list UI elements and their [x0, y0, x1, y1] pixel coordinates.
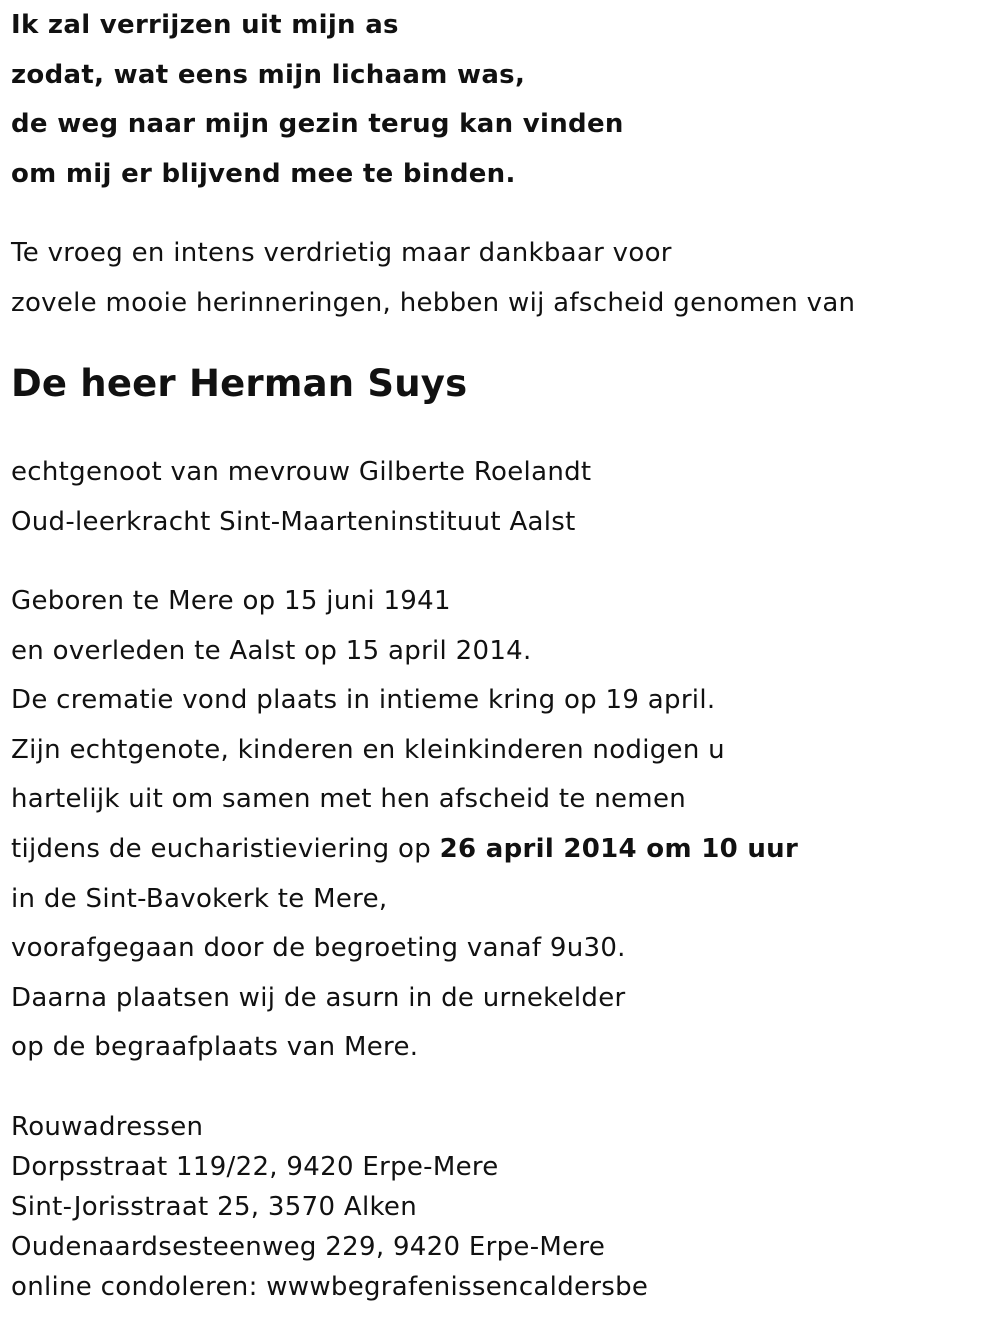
death-line: en overleden te Aalst op 15 april 2014.	[11, 636, 532, 666]
poem-line-3: de weg naar mijn gezin terug kan vinden	[11, 109, 624, 139]
address-line-2: Sint-Jorisstraat 25, 3570 Alken	[11, 1192, 417, 1222]
addresses-heading: Rouwadressen	[11, 1112, 204, 1142]
poem-line-4: om mij er blijvend mee te binden.	[11, 159, 516, 189]
urn-line-2: op de begraafplaats van Mere.	[11, 1032, 419, 1062]
occupation-line: Oud-leerkracht Sint-Maarteninstituut Aalst	[11, 507, 576, 537]
greeting-line: voorafgegaan door de begroeting vanaf 9u30.	[11, 933, 626, 963]
cremation-line: De crematie vond plaats in intieme kring op 19 april.	[11, 685, 716, 715]
ceremony-line	[11, 833, 798, 865]
invitation-line-1: Zijn echtgenote, kinderen en kleinkinderen nodigen u	[11, 735, 725, 765]
condolence-line: online condoleren: wwwbegrafenissencaldersbe	[11, 1272, 649, 1302]
deceased-name: De heer Herman Suys	[11, 362, 468, 405]
invitation-line-2: hartelijk uit om samen met hen afscheid te nemen	[11, 784, 687, 814]
spouse-line: echtgenoot van mevrouw Gilberte Roelandt	[11, 457, 592, 487]
ceremony-prefix: tijdens de eucharistieviering op	[11, 834, 440, 864]
birth-line: Geboren te Mere op 15 juni 1941	[11, 586, 451, 616]
location-line: in de Sint-Bavokerk te Mere,	[11, 884, 388, 914]
intro-line-2: zovele mooie herinneringen, hebben wij afscheid genomen van	[11, 288, 856, 318]
ceremony-datetime: 26 april 2014 om 10 uur	[439, 834, 799, 864]
urn-line-1: Daarna plaatsen wij de asurn in de urnekelder	[11, 983, 626, 1013]
address-line-3: Oudenaardsesteenweg 229, 9420 Erpe-Mere	[11, 1232, 606, 1262]
intro-line-1: Te vroeg en intens verdrietig maar dankbaar voor	[11, 238, 672, 268]
address-line-1: Dorpsstraat 119/22, 9420 Erpe-Mere	[11, 1152, 499, 1182]
poem-line-1: Ik zal verrijzen uit mijn as	[11, 10, 399, 40]
poem-line-2: zodat, wat eens mijn lichaam was,	[11, 60, 526, 90]
